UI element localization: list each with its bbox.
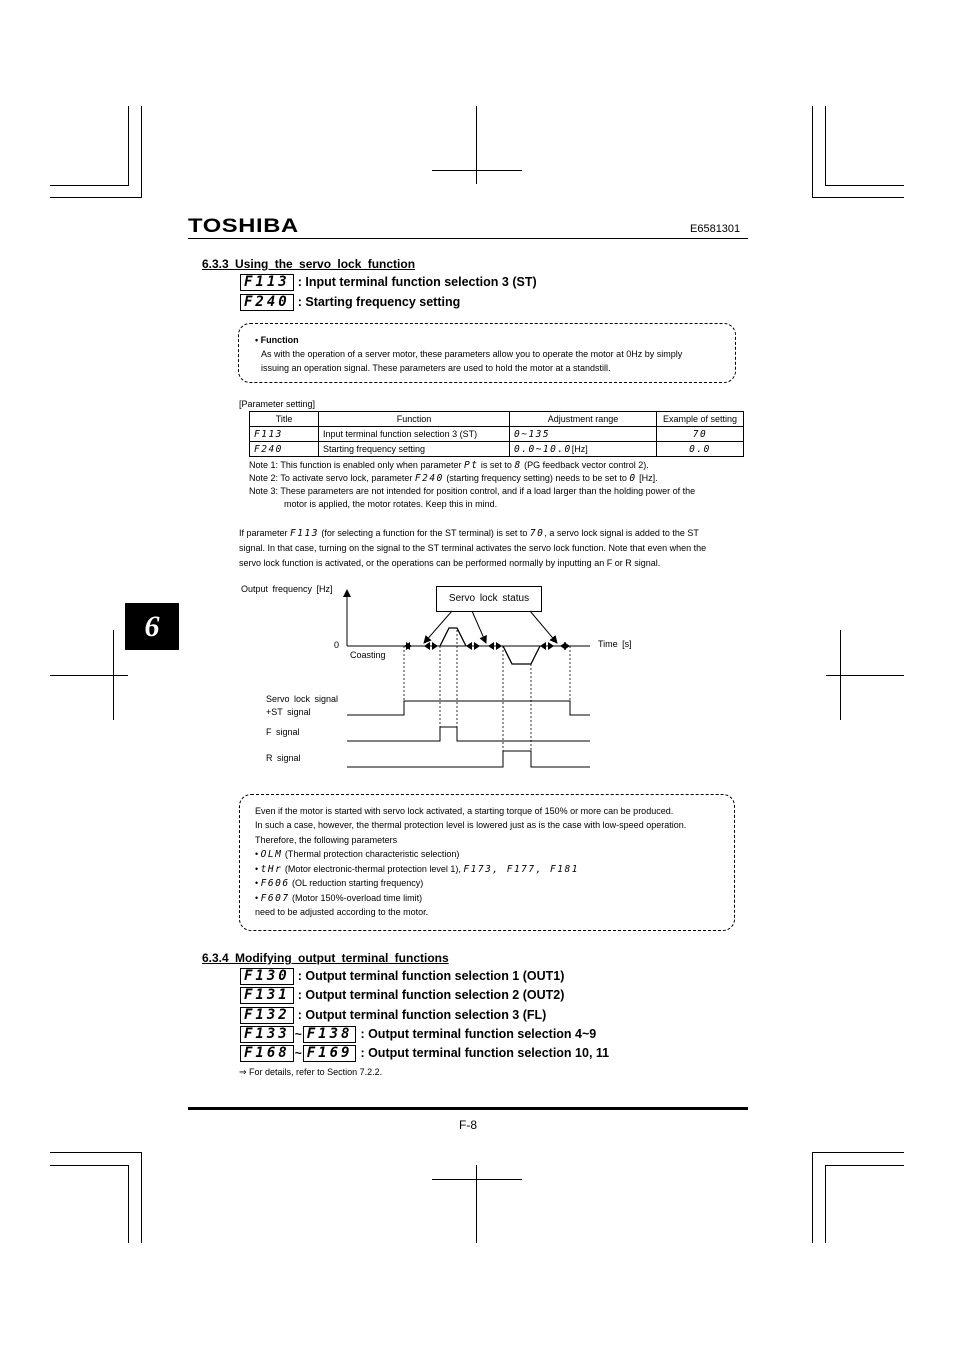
param-setting-label: [Parameter setting] <box>239 399 316 409</box>
note-3-line-1: Note 3: These parameters are not intended for position control, and if a load larger than the holding power of the <box>249 486 696 496</box>
function-text-2: issuing an operation signal. These parameters are used to hold the motor at a standstill. <box>261 363 611 373</box>
cell-title: F113 <box>250 427 319 442</box>
note-1: Note 1: This function is enabled only when parameter Pt is set to 8 (PG feedback vector control 2). <box>249 460 649 471</box>
param-code: F168 <box>240 1045 294 1062</box>
cell-range: 0.0~10.0[Hz] <box>510 442 657 457</box>
param-row-f133-f138 <box>240 1025 596 1043</box>
forward-frequency-pulse <box>440 628 466 646</box>
cell-function: Input terminal function selection 3 (ST) <box>319 427 510 442</box>
servo-signal-label: Servo lock signal <box>266 694 339 704</box>
toshiba-logo: TOSHIBA <box>188 216 299 237</box>
time-axis-label: Time [s] <box>598 639 632 649</box>
header-cell: Adjustment range <box>510 412 657 427</box>
param-row-f130 <box>240 967 564 985</box>
param-row-f131 <box>240 986 564 1004</box>
caution-bullet-1: • OLM (Thermal protection characteristic selection) <box>255 849 460 860</box>
function-heading: • Function <box>255 335 299 345</box>
caution-bullet-2: • tHr (Motor electronic-thermal protection level 1), F173, F177, F181 <box>255 864 579 875</box>
param-code: F131 <box>240 987 294 1004</box>
param-desc: : Output terminal function selection 1 (OUT1) <box>297 969 565 983</box>
header-cell: Function <box>319 412 510 427</box>
r-signal-trace <box>347 751 590 767</box>
paragraph-line-2: signal. In that case, turning on the signal to the ST terminal activates the servo lock function. Note that even when the <box>239 543 707 553</box>
zero-label: 0 <box>334 640 340 650</box>
param-code: F240 <box>240 294 294 311</box>
caution-line-last: need to be adjusted according to the motor. <box>255 907 429 917</box>
param-code-end: F138 <box>303 1026 357 1043</box>
param-code: F130 <box>240 968 294 985</box>
paragraph-line-3: servo lock function is activated, or the operations can be performed normally by inputting an F or R signal. <box>239 558 661 568</box>
param-desc: : Starting frequency setting <box>297 295 461 309</box>
caution-line-3: Therefore, the following parameters <box>255 835 398 845</box>
servo-lock-status-box: Servo lock status <box>436 586 542 612</box>
param-desc: : Output terminal function selection 2 (OUT2) <box>297 988 565 1002</box>
reverse-frequency-pulse <box>503 646 540 664</box>
page-number: F-8 <box>459 1118 477 1132</box>
section-reference: ⇒ For details, refer to Section 7.2.2. <box>239 1067 383 1077</box>
cell-example: 70 <box>657 427 744 442</box>
param-row-f168-f169 <box>240 1044 609 1062</box>
param-code: F113 <box>240 274 294 291</box>
time-guides <box>404 630 570 767</box>
param-code-end: F169 <box>303 1045 357 1062</box>
param-desc: : Output terminal function selection 3 (FL) <box>297 1008 547 1022</box>
header-cell: Example of setting <box>657 412 744 427</box>
caution-bullet-3: • F606 (OL reduction starting frequency) <box>255 878 424 889</box>
chapter-tab: 6 <box>125 603 179 650</box>
section-title-6-3-3: 6.3.3 Using the servo lock function <box>202 257 416 271</box>
caution-box <box>239 794 735 931</box>
y-axis-label: Output frequency [Hz] <box>241 584 333 594</box>
footer-rule <box>188 1107 748 1110</box>
header-cell: Title <box>250 412 319 427</box>
note-3-line-2: motor is applied, the motor rotates. Keep this in mind. <box>284 499 498 509</box>
section-title-6-3-4: 6.3.4 Modifying output terminal functions <box>202 951 449 965</box>
r-signal-label: R signal <box>266 753 301 763</box>
caution-line-2: In such a case, however, the thermal protection level is lowered just as is the case with low-speed operation. <box>255 820 687 830</box>
range-tilde: ~ <box>294 1027 302 1041</box>
note-2: Note 2: To activate servo lock, parameter F240 (starting frequency setting) needs to be set to 0 [Hz]. <box>249 473 658 484</box>
cell-range: 0~135 <box>510 427 657 442</box>
f-signal-trace <box>347 727 590 741</box>
cell-title: F240 <box>250 442 319 457</box>
caution-line-1: Even if the motor is started with servo lock activated, a starting torque of 150% or more can be produced. <box>255 806 674 816</box>
document-number: E6581301 <box>690 223 741 235</box>
param-desc: : Output terminal function selection 4~9 <box>360 1027 597 1041</box>
servo-lock-signal-trace <box>347 701 590 715</box>
param-desc: : Input terminal function selection 3 (ST) <box>297 275 537 289</box>
param-code: F132 <box>240 1007 294 1024</box>
param-desc: : Output terminal function selection 10, 11 <box>360 1046 610 1060</box>
param-code: F133 <box>240 1026 294 1043</box>
param-row-f132 <box>240 1006 546 1024</box>
f-signal-label: F signal <box>266 727 300 737</box>
cell-function: Starting frequency setting <box>319 442 510 457</box>
paragraph-line-1: If parameter F113 (for selecting a function for the ST terminal) is set to 70, a servo lock signal is added to the ST <box>239 528 699 539</box>
coasting-label: Coasting <box>350 650 386 660</box>
function-text-1: As with the operation of a server motor, these parameters allow you to operate the motor at 0Hz by simply <box>261 349 683 359</box>
st-signal-label: +ST signal <box>266 707 311 717</box>
cell-example: 0.0 <box>657 442 744 457</box>
range-tilde: ~ <box>294 1046 302 1060</box>
caution-bullet-4: • F607 (Motor 150%-overload time limit) <box>255 893 423 904</box>
